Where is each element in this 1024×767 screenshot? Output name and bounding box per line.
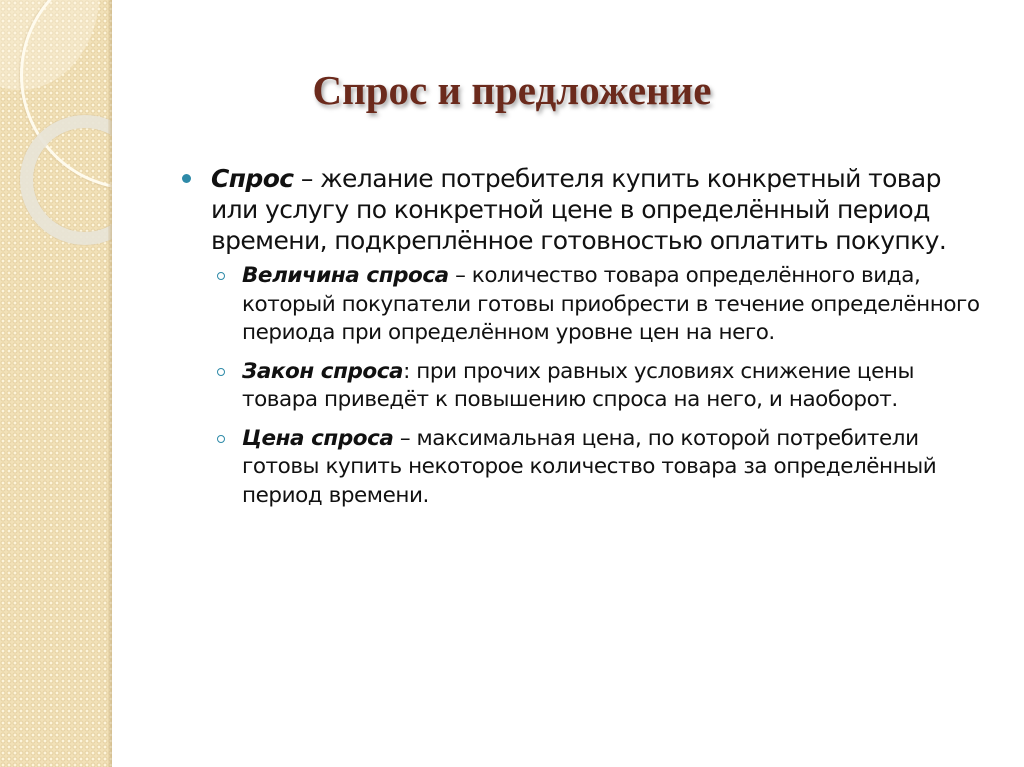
term-quantity-demanded: Величина спроса: [242, 263, 449, 288]
bullet-ring-icon: [217, 435, 225, 443]
bullet-dot-icon: [182, 174, 191, 183]
term-demand: Спрос: [211, 164, 294, 193]
term-demand-price: Цена спроса: [242, 425, 394, 451]
decorative-ring: [20, 115, 112, 245]
term-law-of-demand: Закон спроса: [242, 358, 404, 384]
slide-title: Спрос и предложение: [312, 67, 712, 113]
definition-law-of-demand: : при прочих равных условиях снижение цены товара приведёт к повышению спроса на него, и наоборот.: [242, 358, 914, 412]
sub-bullet-quantity-demanded: [211, 262, 980, 348]
definition-quantity-demanded: – количество товара определённого вида, который покупатели готовы приобрести в течение определённого периода при определённом уровне цен на него.: [242, 263, 980, 345]
decorative-side-panel: [0, 0, 112, 767]
sub-bullet-demand-price: [211, 425, 980, 511]
sub-bullet-law-of-demand: [211, 358, 980, 415]
definition-demand: – желание потребителя купить конкретный товар или услугу по конкретной цене в определённый период времени, подкреплённое готовностью оплатить покупку.: [211, 164, 947, 255]
bullet-ring-icon: [217, 368, 225, 376]
bullet-demand: [180, 163, 980, 256]
slide-body: [180, 163, 980, 520]
bullet-ring-icon: [217, 272, 225, 280]
definition-demand-price: – максимальная цена, по которой потребители готовы купить некоторое количество товара за определённый период времени.: [242, 425, 937, 508]
